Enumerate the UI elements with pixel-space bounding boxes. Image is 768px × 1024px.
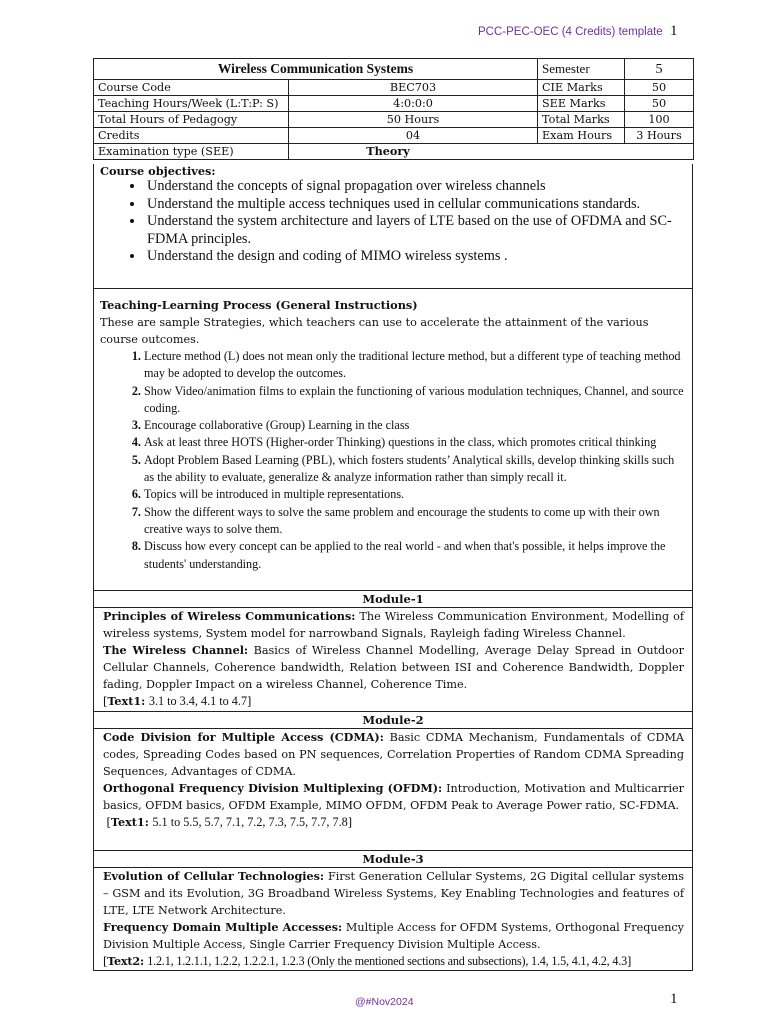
module-reference: [Text2: 1.2.1, 1.2.1.1, 1.2.2, 1.2.2.1, 1.2.3 (Only the mentioned sections and subsections), 1.4, 1.5, 4.1, 4.2, 4.3]	[103, 954, 632, 968]
module-topic-text: The Wireless Communication Environment, Modelling of wireless systems, System model for narrowband Signals, Rayleigh fading Wireless Channel.	[103, 610, 684, 640]
template-title: PCC-PEC-OEC (4 Credits) template	[478, 26, 663, 38]
module-paragraph	[103, 642, 684, 693]
module-topic-text: Introduction, Motivation and Multicarrier basics, OFDM basics, OFDM Example, MIMO OFDM, OFDM Peak to Average Power ratio, SC-FDMA.	[103, 782, 684, 812]
info-key: Course Code	[94, 80, 289, 96]
info-value: 04	[289, 128, 538, 144]
module-topic: Evolution of Cellular Technologies:	[103, 869, 325, 883]
module-2-body	[93, 729, 693, 851]
footer-tag: @#Nov2024	[355, 996, 414, 1008]
module-paragraph	[103, 868, 684, 919]
module-topic-text: Basic CDMA Mechanism, Fundamentals of CDMA codes, Spreading Codes based on PN sequences, Correlation Properties of Random CDMA Spreading Sequences, Advantages of CDMA.	[103, 731, 684, 778]
objective-item: • Understand the design and coding of MIMO wireless systems .	[145, 248, 686, 266]
objectives-list	[100, 178, 686, 266]
info-value: 50	[625, 80, 694, 96]
module-3-heading: Module-3	[93, 851, 693, 868]
reference-label: Text2:	[107, 954, 144, 968]
module-topic-text: Basics of Wireless Channel Modelling, Average Delay Spread in Outdoor Cellular Channels, Coherence bandwidth, Relation between ISI and Coherence Bandwidth, Doppler fading, Doppler Impact on a wireless Channel, Coherence Time.	[103, 644, 684, 691]
tlp-item: 6. Topics will be introduced in multiple representations.	[144, 486, 686, 503]
objectives-heading: Course objectives:	[100, 164, 216, 178]
semester-value-cell	[625, 59, 694, 80]
tlp-item: 3. Encourage collaborative (Group) Learning in the class	[144, 417, 686, 434]
reference-text: 1.2.1, 1.2.1.1, 1.2.2, 1.2.2.1, 1.2.3 (Only the mentioned sections and subsections), 1.4, 1.5, 4.1, 4.2, 4.3	[147, 954, 627, 968]
module-reference: [Text1: 5.1 to 5.5, 5.7, 7.1, 7.2, 7.3, 7.5, 7.7, 7.8]	[103, 815, 353, 829]
module-1-heading: Module-1	[93, 591, 693, 608]
course-title-cell	[94, 59, 538, 80]
semester-label-cell	[538, 59, 625, 80]
tlp-heading: Teaching-Learning Process (General Instructions)	[100, 298, 418, 312]
module-2-heading: Module-2	[93, 712, 693, 729]
semester-label: Semester	[542, 61, 590, 76]
tlp-item: 8. Discuss how every concept can be applied to the real world - and when that's possible, it helps improve the students' understanding.	[144, 538, 686, 573]
course-sheet	[93, 58, 693, 971]
course-objectives	[93, 164, 693, 289]
info-key: Total Marks	[538, 112, 625, 128]
module-paragraph	[103, 919, 684, 953]
info-value: BEC703	[289, 80, 538, 96]
module-reference: [Text1: 3.1 to 3.4, 4.1 to 4.7]	[103, 694, 252, 708]
module-topic: Frequency Domain Multiple Accesses:	[103, 920, 343, 934]
info-key: SEE Marks	[538, 96, 625, 112]
info-key: Exam Hours	[538, 128, 625, 144]
reference-label: Text1:	[107, 694, 146, 708]
info-value: 4:0:0:0	[289, 96, 538, 112]
info-key: CIE Marks	[538, 80, 625, 96]
reference-text: 3.1 to 3.4, 4.1 to 4.7	[148, 694, 248, 708]
info-key: Credits	[94, 128, 289, 144]
module-paragraph	[103, 729, 684, 780]
tlp-item: 5. Adopt Problem Based Learning (PBL), which fosters students’ Analytical skills, develop thinking skills such as the ability to evaluate, generalize & analyze information rather than simply recall it.	[144, 452, 686, 487]
info-key: Total Hours of Pedagogy	[94, 112, 289, 128]
teaching-learning-process	[93, 289, 693, 591]
tlp-list	[100, 348, 686, 573]
module-3-body	[93, 868, 693, 971]
tlp-item: 1. Lecture method (L) does not mean only the traditional lecture method, but a different type of teaching method may be adopted to develop the outcomes.	[144, 348, 686, 383]
reference-label: Text1:	[110, 815, 149, 829]
objective-item: • Understand the multiple access techniques used in cellular communications standards.	[145, 196, 686, 214]
tlp-item: 2. Show Video/animation films to explain the functioning of various modulation techniques, Channel, and source coding.	[144, 383, 686, 418]
footer-page-number: 1	[670, 991, 678, 1007]
info-value: 50 Hours	[289, 112, 538, 128]
module-topic: Orthogonal Frequency Division Multiplexing (OFDM):	[103, 781, 443, 795]
info-value: 100	[625, 112, 694, 128]
exam-type-value: Theory	[289, 144, 694, 160]
objective-item: • Understand the concepts of signal propagation over wireless channels	[145, 178, 686, 196]
reference-text: 5.1 to 5.5, 5.7, 7.1, 7.2, 7.3, 7.5, 7.7, 7.8	[152, 815, 348, 829]
objective-item: • Understand the system architecture and layers of LTE based on the use of OFDMA and SC-FDMA principles.	[145, 213, 686, 248]
info-value: 50	[625, 96, 694, 112]
module-1-body	[93, 608, 693, 712]
module-paragraph	[103, 608, 684, 642]
exam-type-label: Examination type (SEE)	[94, 144, 289, 160]
module-paragraph	[103, 780, 684, 814]
semester-value: 5	[655, 61, 663, 77]
course-title: Wireless Communication Systems	[217, 61, 414, 76]
module-topic: The Wireless Channel:	[103, 643, 249, 657]
course-info-table	[93, 58, 694, 160]
module-topic-text: Multiple Access for OFDM Systems, Orthogonal Frequency Division Multiple Access, Single Carrier Frequency Division Multiple Access.	[103, 921, 684, 951]
module-topic: Code Division for Multiple Access (CDMA):	[103, 730, 384, 744]
info-value: 3 Hours	[625, 128, 694, 144]
module-topic-text: First Generation Cellular Systems, 2G Digital cellular systems – GSM and its Evolution, 3G Broadband Wireless Systems, Key Enabling Technologies and features of LTE, LTE Network Architecture.	[103, 870, 684, 917]
tlp-intro: These are sample Strategies, which teachers can use to accelerate the attainment of the various course outcomes.	[100, 316, 649, 346]
module-topic: Principles of Wireless Communications:	[103, 609, 356, 623]
tlp-item: 4. Ask at least three HOTS (Higher-order Thinking) questions in the class, which promotes critical thinking	[144, 434, 686, 451]
header-page-number: 1	[670, 23, 678, 39]
info-key: Teaching Hours/Week (L:T:P: S)	[94, 96, 289, 112]
tlp-item: 7. Show the different ways to solve the same problem and encourage the students to come up with their own creative ways to solve them.	[144, 504, 686, 539]
